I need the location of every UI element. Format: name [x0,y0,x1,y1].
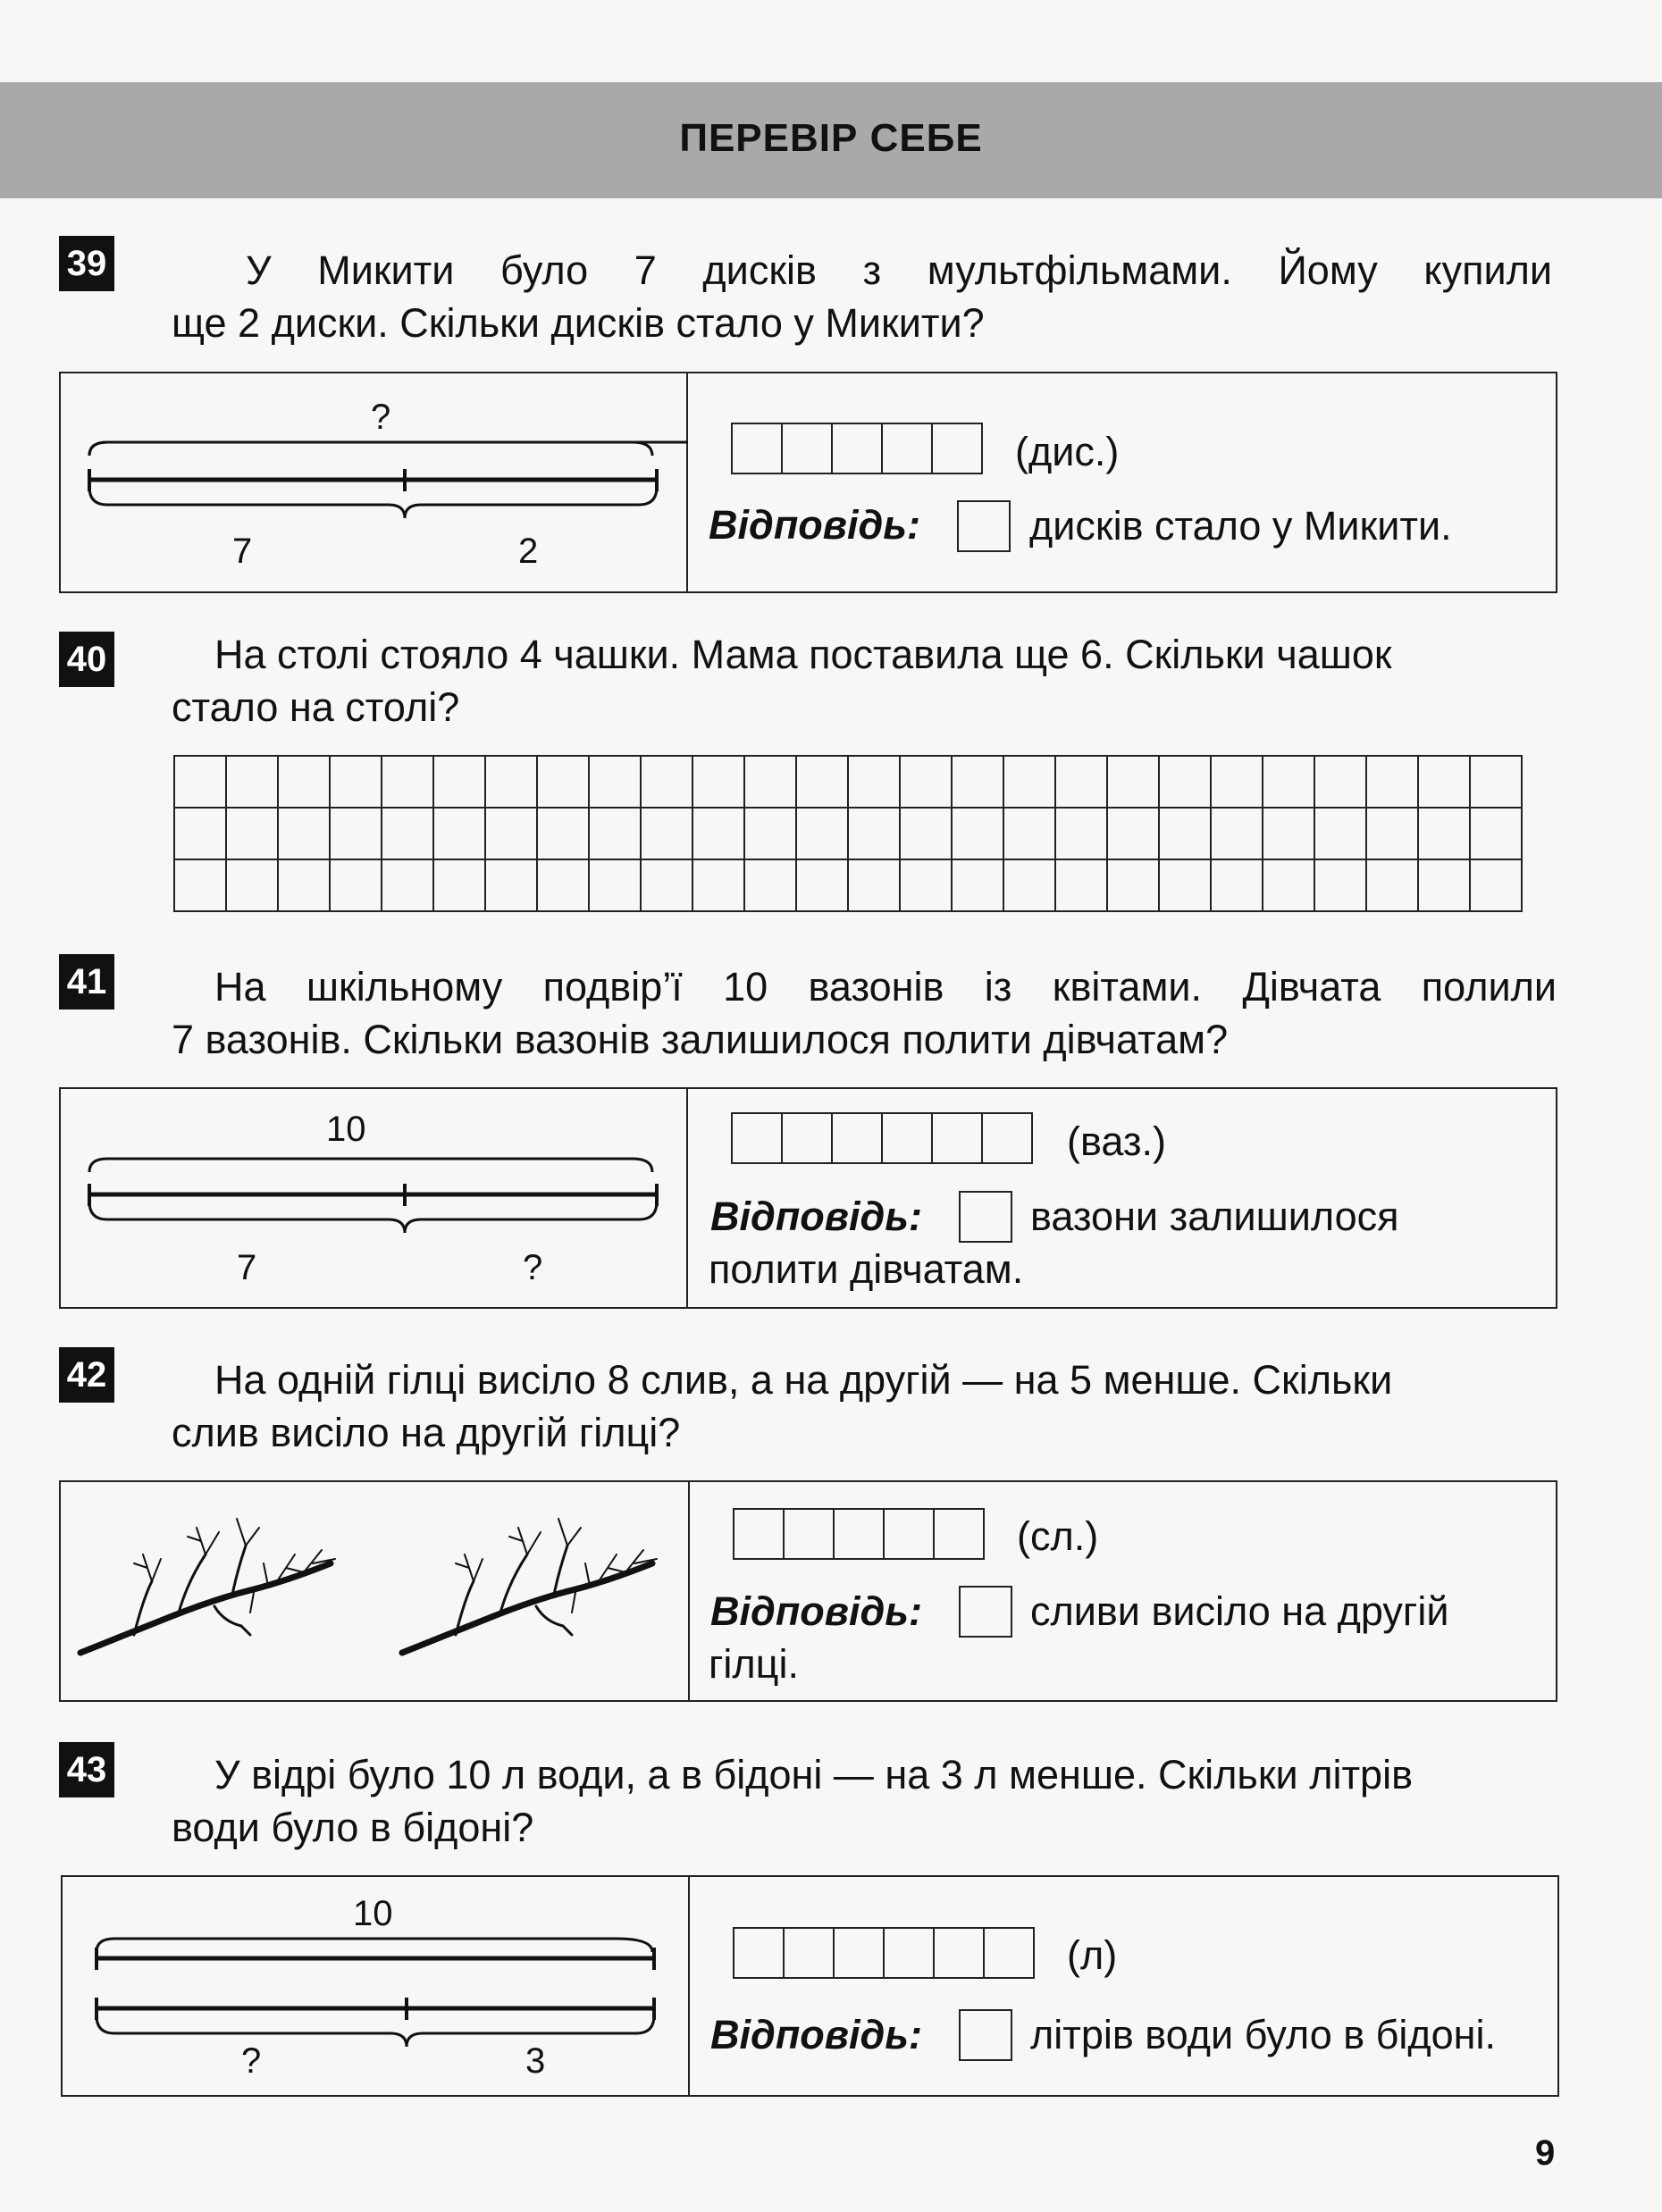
task-41-answer-text-1: вазони залишилося [1030,1194,1399,1239]
task-41-segment-diagram [71,1101,688,1297]
task-39-answer-label: Відповідь: [709,502,920,548]
diagram-left-label: 7 [237,1248,257,1287]
task-43-segment-diagram [71,1885,688,2091]
task-42-answer-label: Відповідь: [710,1588,922,1634]
branch-icon [402,1519,657,1653]
task-41-answer-box[interactable] [959,1191,1012,1243]
task-39-unit: (дис.) [1015,429,1120,474]
diagram-right-label: 2 [518,532,539,571]
task-40-text-line2: стало на столі? [172,684,460,730]
task-40-solution-grid[interactable] [173,755,1523,912]
task-41-expression-cells[interactable] [731,1112,1033,1164]
task-39-expression-cells[interactable] [731,423,983,474]
task-number-39: 39 [59,236,114,291]
task-39-answer-text: дисків стало у Микити. [1029,503,1452,549]
task-42-text-line1: На одній гілці висіло 8 слив, а на другій — на 5 менше. Скільки [214,1357,1393,1403]
diagram-right-label: 3 [525,2041,546,2081]
task-42-text-line2: слив висіло на другій гілці? [172,1410,681,1455]
task-41-answer-label: Відповідь: [710,1194,922,1239]
task-41-unit: (ваз.) [1067,1119,1167,1164]
branch-icon [80,1519,335,1653]
task-42-answer-text-2: гілці. [709,1641,799,1687]
task-40-text-line1: На столі стояло 4 чашки. Мама поставила ще 6. Скільки чашок [214,632,1392,677]
task-42-unit: (сл.) [1017,1513,1099,1559]
section-title: ПЕРЕВІР СЕБЕ [679,116,983,160]
diagram-left-label: 7 [232,532,253,571]
section-header [0,82,1662,198]
task-43-text-line2: води було в бідоні? [172,1805,534,1850]
page-number: 9 [1535,2133,1556,2173]
task-43-text-line1: У відрі було 10 л води, а в бідоні — на 3 л менше. Скільки літрів [214,1752,1413,1797]
diagram-right-label: ? [523,1248,543,1287]
task-39-answer-box[interactable] [957,500,1011,552]
task-39-text-line1: У Микити було 7 дисків з мультфільмами. Йому купили [246,247,1552,293]
task-39-text-line2: ще 2 диски. Скільки дисків стало у Микити? [172,300,985,346]
task-43-unit: (л) [1067,1932,1118,1978]
task-number-41: 41 [59,954,114,1010]
task-number-43: 43 [59,1742,114,1797]
task-41-text-line2: 7 вазонів. Скільки вазонів залишилося полити дівчатам? [172,1017,1229,1062]
task-41-text-line1: На шкільному подвір’ї 10 вазонів із квітами. Дівчата полили [214,964,1557,1010]
diagram-top-label: 10 [326,1110,366,1149]
task-43-answer-label: Відповідь: [710,2012,922,2057]
task-43-answer-text: літрів води було в бідоні. [1030,2012,1497,2057]
task-43-answer-box[interactable] [959,2009,1012,2061]
diagram-top-label: 10 [353,1894,393,1933]
task-42-expression-cells[interactable] [733,1508,985,1560]
task-number-42: 42 [59,1347,114,1403]
task-42-answer-text-1: сливи висіло на другій [1030,1588,1449,1634]
diagram-left-label: ? [241,2041,262,2081]
task-number-40: 40 [59,632,114,687]
diagram-top-label: ? [371,398,391,437]
task-42-branches-illustration [71,1501,679,1680]
task-43-expression-cells[interactable] [733,1927,1035,1979]
task-39-segment-diagram [71,384,688,581]
task-41-answer-text-2: полити дівчатам. [709,1246,1024,1292]
task-42-answer-box[interactable] [959,1586,1012,1638]
